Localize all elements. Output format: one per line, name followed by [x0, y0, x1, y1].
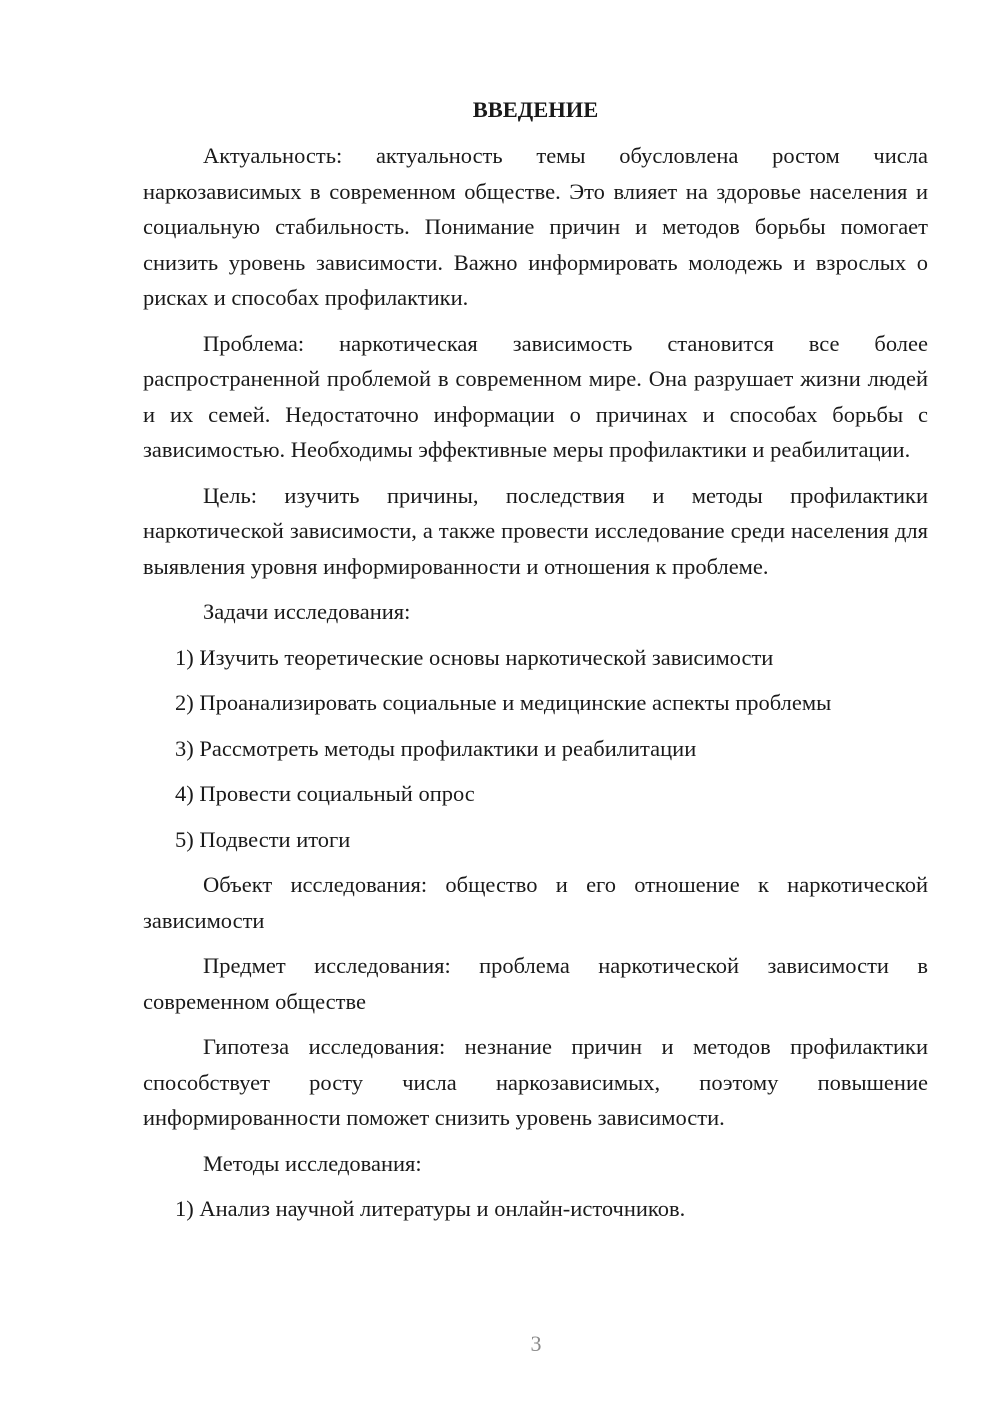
task-item-3: 3) Рассмотреть методы профилактики и реабилитации [175, 735, 697, 761]
method-item-1: 1) Анализ научной литературы и онлайн-источников. [175, 1196, 686, 1221]
relevance-paragraph: Актуальность: актуальность темы обусловлена ростом числа наркозависимых в современном обществе. Это влияет на здоровье населения и социальную стабильность. Понимание причин и методов борьбы помогает снизить уровень зависимости. Важно информировать молодежь и взрослых о рисках и способах профилактики. [143, 143, 928, 310]
subject-paragraph: Предмет исследования: проблема наркотической зависимости в современном обществе [143, 953, 928, 1014]
tasks-label: Задачи исследования: [203, 599, 411, 624]
problem-paragraph: Проблема: наркотическая зависимость становится все более распространенной проблемой в современном мире. Она разрушает жизни людей и их семей. Недостаточно информации о причинах и способах борьбы с зависимостью. Необходимы эффективные меры профилактики и реабилитации. [143, 330, 928, 462]
task-item-1: 1) Изучить теоретические основы наркотической зависимости [175, 644, 774, 670]
page-content [143, 92, 928, 1237]
section-heading: ВВЕДЕНИЕ [472, 97, 599, 122]
page-number: 3 [530, 1331, 542, 1356]
task-item-4: 4) Провести социальный опрос [175, 781, 475, 806]
methods-label: Методы исследования: [203, 1150, 422, 1176]
task-item-5: 5) Подвести итоги [175, 826, 351, 852]
goal-paragraph: Цель: изучить причины, последствия и методы профилактики наркотической зависимости, а также провести исследование среди населения для выявления уровня информированности и отношения к проблеме. [143, 482, 928, 579]
task-item-2: 2) Проанализировать социальные и медицинские аспекты проблемы [175, 690, 832, 715]
object-paragraph: Объект исследования: общество и его отношение к наркотической зависимости [143, 872, 928, 933]
hypothesis-paragraph: Гипотеза исследования: незнание причин и методов профилактики способствует росту числа наркозависимых, поэтому повышение информированности поможет снизить уровень зависимости. [143, 1034, 928, 1130]
